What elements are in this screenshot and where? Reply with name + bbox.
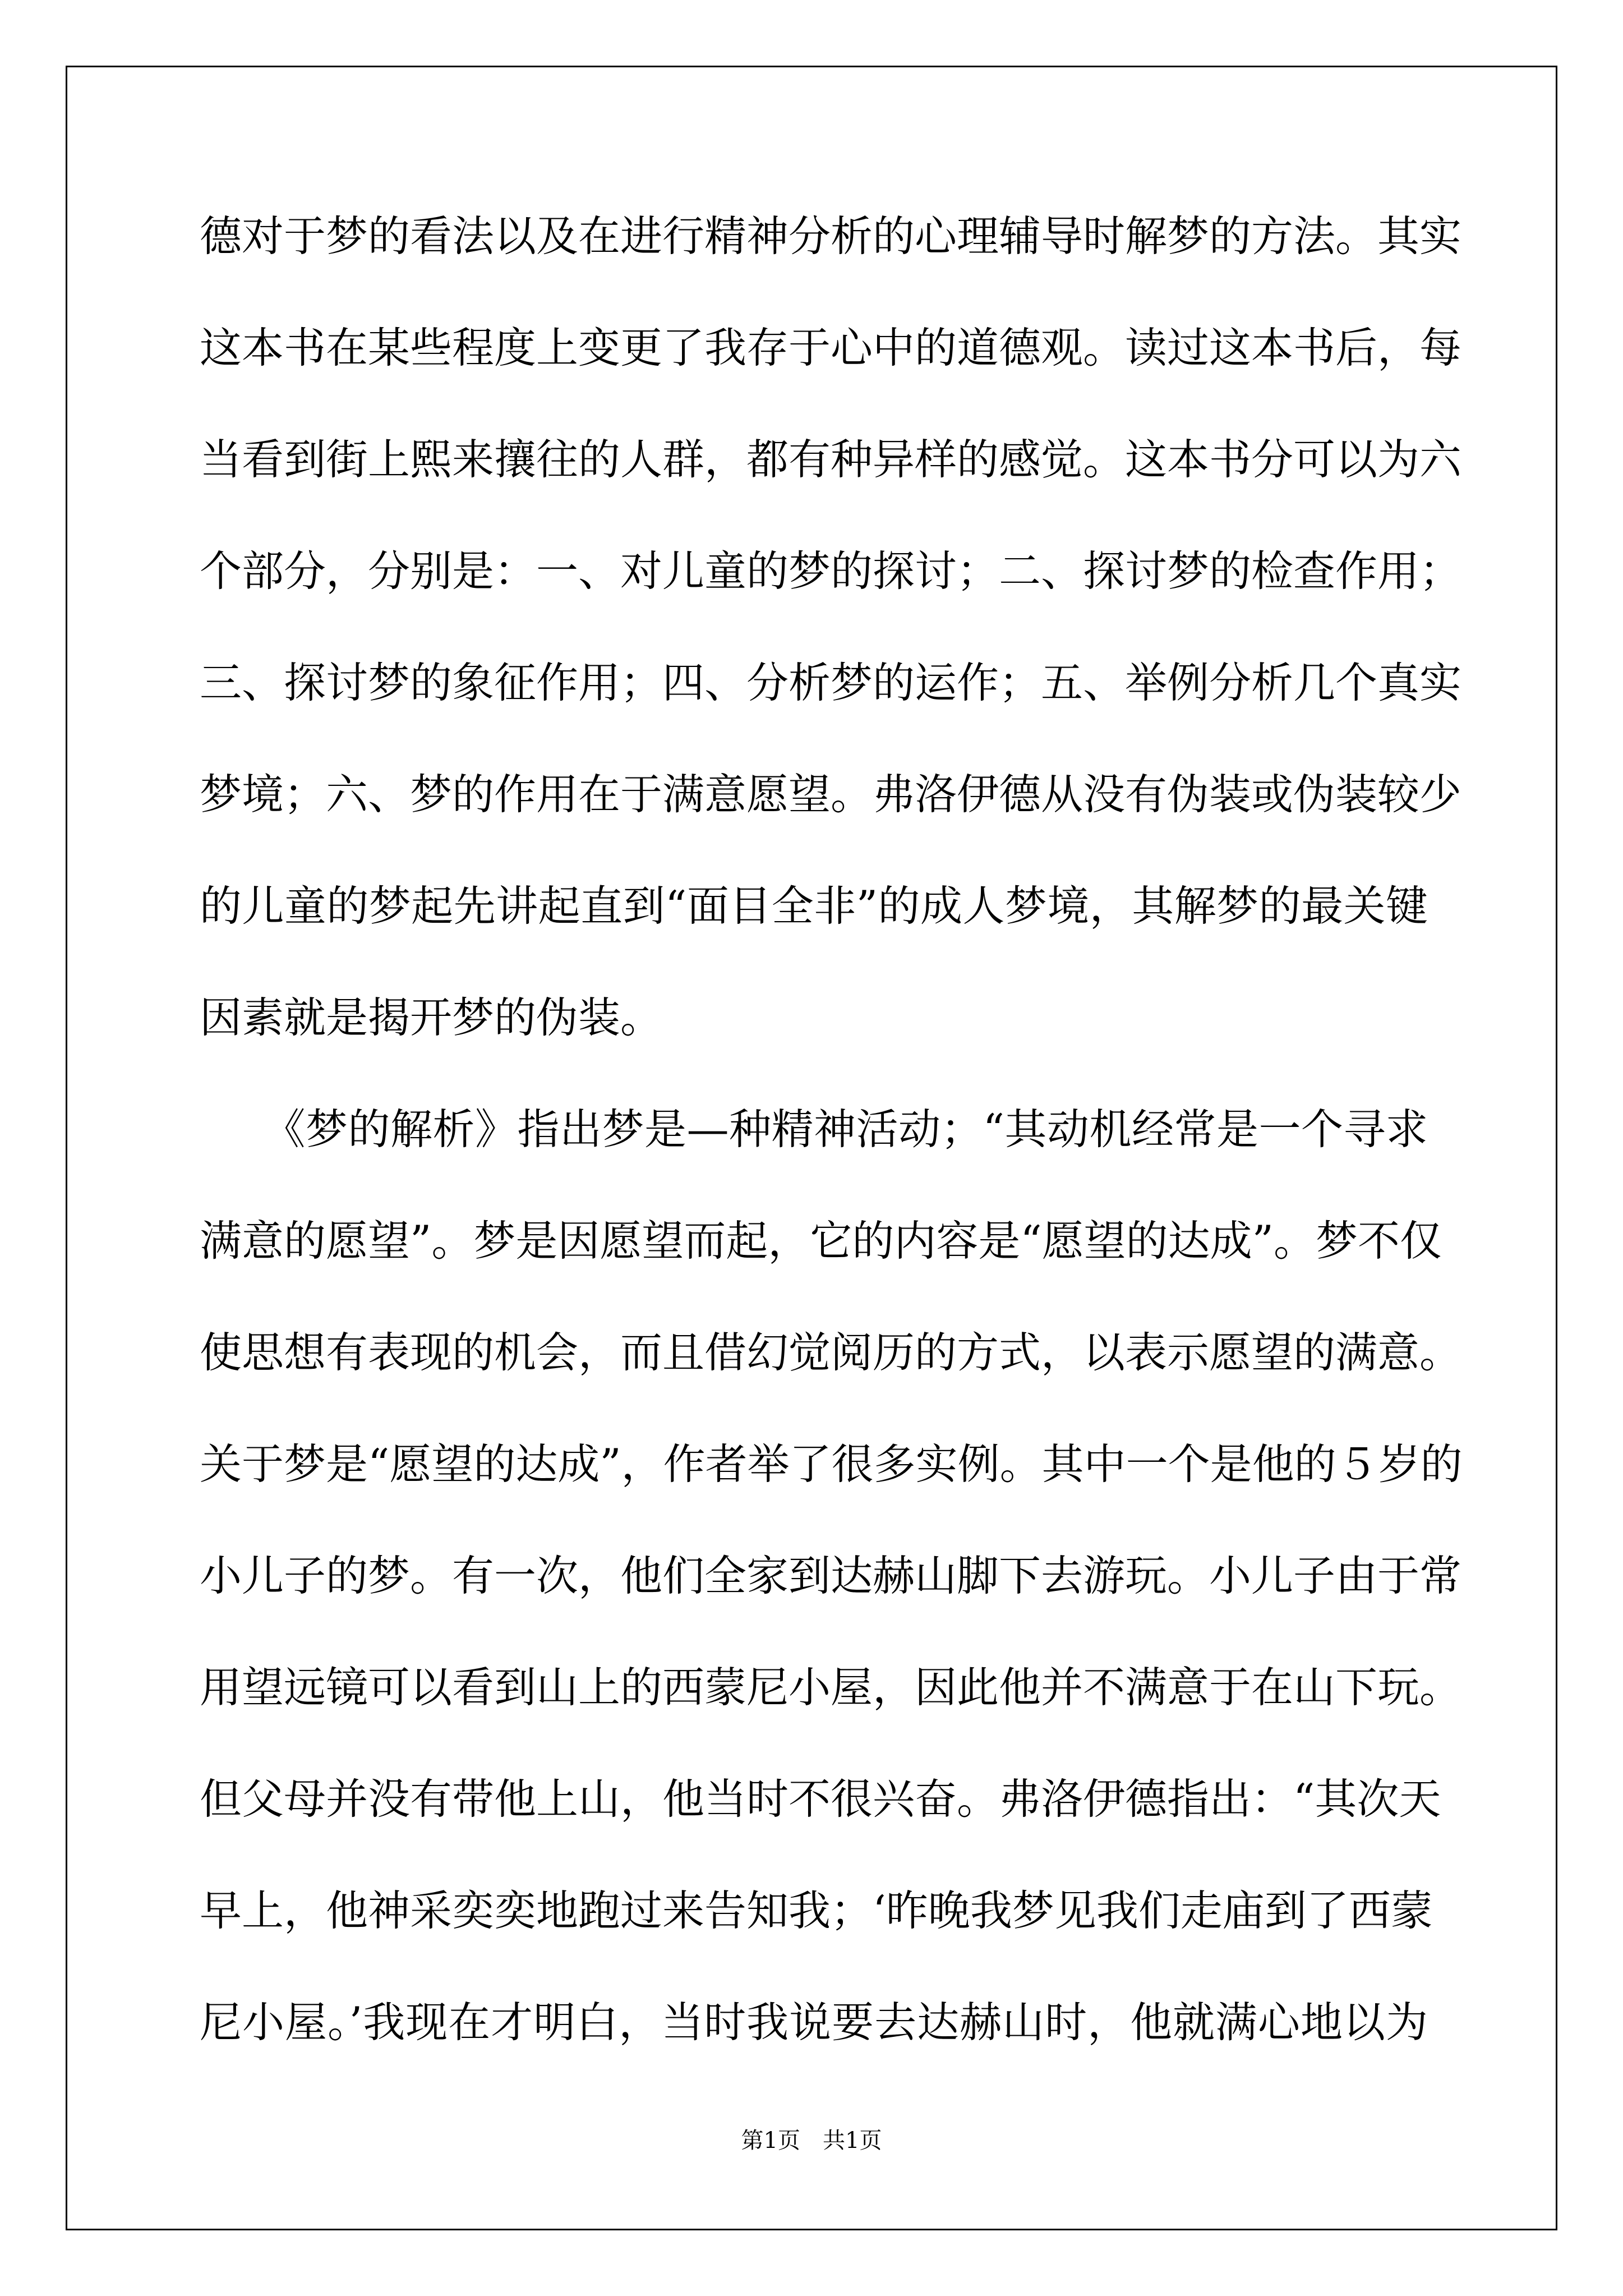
text-line: 使思想有表现的机会，而且借幻觉阅历的方式，以表示愿望的满意。 [200,1328,1462,1377]
text-line: 这本书在某些程度上变更了我存于心中的道德观。读过这本书后，每 [200,323,1462,372]
text-line: 早上，他神采奕奕地跑过来告知我；‘昨晚我梦见我们走庙到了西蒙 [200,1886,1433,1935]
text-line: 德对于梦的看法以及在进行精神分析的心理辅导时解梦的方法。其实 [200,211,1462,261]
text-line: 当看到街上熙来攘往的人群，都有种异样的感觉。这本书分可以为六 [200,435,1462,484]
paragraph-2 [200,1104,1463,2109]
text-line: 但父母并没有带他上山，他当时不很兴奋。弗洛伊德指出：“其次天 [200,1774,1441,1824]
text-line: 梦境；六、梦的作用在于满意愿望。弗洛伊德从没有伪装或伪装较少 [200,770,1462,819]
text-line: 因素就是揭开梦的伪装。 [200,993,663,1042]
document-body [200,211,1463,2109]
text-line: 满意的愿望”。梦是因愿望而起，它的内容是“愿望的达成”。梦不仅 [200,1216,1442,1266]
text-line: 尼小屋。’我现在才明白，当时我说要去达赫山时，他就满心地以为 [200,1998,1428,2047]
text-line: 用望远镜可以看到山上的西蒙尼小屋，因此他并不满意于在山下玩。 [200,1663,1462,1712]
text-line: 三、探讨梦的象征作用；四、分析梦的运作；五、举例分析几个真实 [200,658,1462,707]
text-line: 个部分，分别是：一、对儿童的梦的探讨；二、探讨梦的检查作用； [200,546,1462,596]
text-line: 关于梦是“愿望的达成”，作者举了很多实例。其中一个是他的５岁的 [200,1439,1463,1489]
text-line: 《梦的解析》指出梦是—种精神活动；“其动机经常是一个寻求 [200,1105,1428,1154]
paragraph-1 [200,211,1462,1104]
text-line: 小儿子的梦。有一次，他们全家到达赫山脚下去游玩。小儿子由于常 [200,1551,1462,1600]
page-number-footer: 第1页 共1页 [741,2128,882,2154]
text-line: 的儿童的梦起先讲起直到“面目全非”的成人梦境，其解梦的最关键 [200,881,1428,931]
